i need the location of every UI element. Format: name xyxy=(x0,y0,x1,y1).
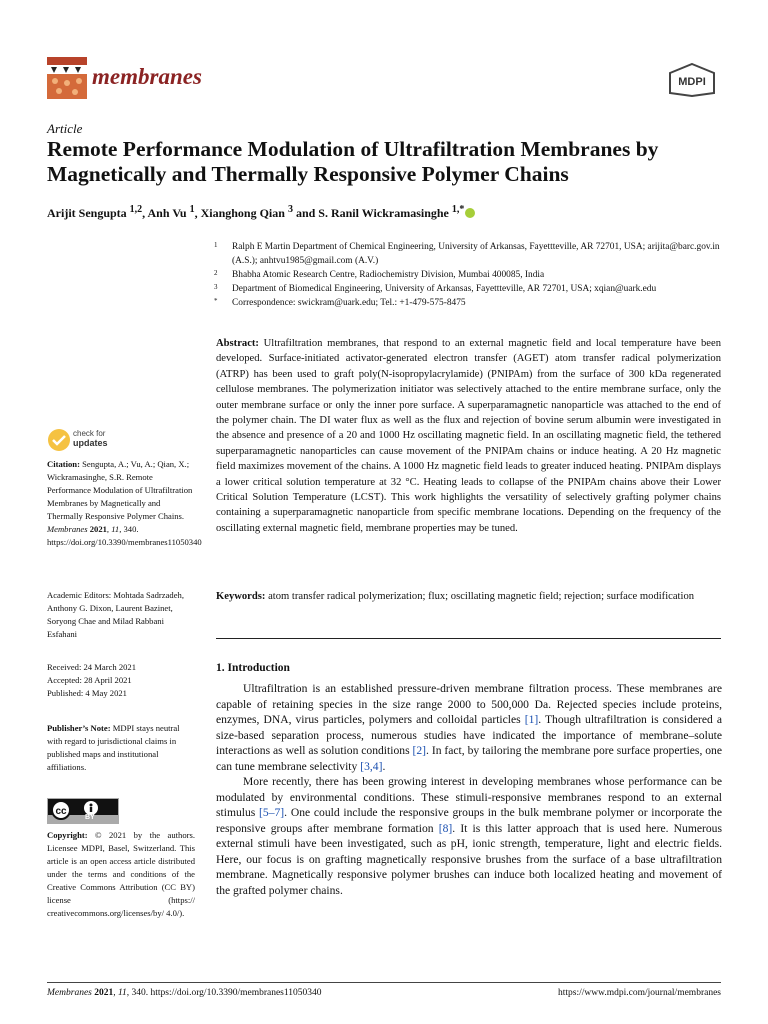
keywords: Keywords: atom transfer radical polymerization; flux; oscillating magnetic field; rejection; surface modification xyxy=(216,591,695,602)
affiliation: 1 Ralph E Martin Department of Chemical Engineering, University of Arkansas, Fayettteville, AR 72701, USA; arijita@barc.gov.in (A.S.); anhtvu1985@gmail.com (A.V.) xyxy=(214,241,720,266)
author[interactable]: Anh Vu xyxy=(147,206,187,220)
footer-divider xyxy=(47,982,721,983)
publisher-note: Publisher’s Note: MDPI stays neutral with regard to jurisdictional claims in published maps and institutional affiliations. xyxy=(47,723,180,772)
citation-link[interactable]: [3,4] xyxy=(360,759,383,773)
affiliation: 3 Department of Biomedical Engineering, University of Arkansas, Fayettteville, AR 72701, USA; xqian@uark.edu xyxy=(214,283,657,294)
paragraph: Ultrafiltration is an established pressure-driven membrane filtration process. These membranes are capable of retaining species in the size range 2000 to 500,000 Da. Rejected species include proteins, enzymes, DNA, virus particles, polymers and colloidal particles [1]. Though ultrafiltration is considered a size-based separation process, numerous studies have indicated the importance of membrane–solute interactions as well as solution conditions [2]. In fact, by tailoring the membrane pore surface properties, one can tune membrane selectivity [3,4]. xyxy=(216,682,722,773)
article-type: Article xyxy=(47,121,83,136)
academic-editors: Academic Editors: Mohtada Sadrzadeh, Anthony G. Dixon, Laurent Bazinet, Soryong Chae and Milad Rabbani Esfahani xyxy=(47,590,184,639)
citation-link[interactable]: [8] xyxy=(438,821,453,835)
dates: Received: 24 March 2021 Accepted: 28 April 2021 Published: 4 May 2021 xyxy=(47,662,137,698)
article-title: Remote Performance Modulation of Ultrafiltration Membranes by Magnetically and Thermally Responsive Polymer Chains xyxy=(47,137,659,186)
citation-link[interactable]: [1] xyxy=(524,713,539,726)
footer-citation: Membranes 2021, 11, 340. https://doi.org/10.3390/membranes11050340 xyxy=(47,988,322,998)
citation-link[interactable]: [5–7] xyxy=(259,806,285,819)
correspondence: * Correspondence: swickram@uark.edu; Tel.: +1-479-575-8475 xyxy=(214,297,466,308)
journal-logo-icon xyxy=(47,57,87,99)
cc-by-license-badge[interactable]: cc BY xyxy=(47,798,119,824)
journal-name[interactable]: membranes xyxy=(92,64,202,89)
mdpi-logo-icon[interactable] xyxy=(668,63,716,97)
check-for-updates-badge[interactable]: check for updates xyxy=(47,426,207,452)
author[interactable]: Xianghong Qian xyxy=(200,206,285,220)
svg-text:cc: cc xyxy=(55,806,67,817)
check-updates-icon xyxy=(47,428,71,452)
citation-block: Citation: Sengupta, A.; Vu, A.; Qian, X.; Wickramasinghe, S.R. Remote Performance Modulation of Ultrafiltration Membranes by Magnetically and Thermally Responsive Polymer Chains. Membranes 2021, 11, 340. https://doi.org/10.3390/membranes11050340 xyxy=(47,459,202,547)
citation-link[interactable]: [2] xyxy=(412,744,427,757)
abstract: Abstract: Ultrafiltration membranes, that respond to an external magnetic field and local temperature have been developed. Surface-initiated activator-generated electron transfer (AGET) atom transfer radical polymerization (ATRP) has been used to graft poly(N-isopropylacrylamide) (PNIPAm) from the surface of 300 kDa regenerated cellulose membranes. The polymerization initiator was selectively attached to the entire membrane surface, only the outer membrane surface or only the inner pore surface. A superparamagnetic nanoparticle was attached to the end of the polymer chain. The DI water flux as well as the flux and rejection of bovine serum albumin were investigated in the absence and presence of a 20 and 1000 Hz oscillating magnetic field. In an oscillating magnetic field, the tethered superparamagnetic nanoparticles can cause movement of the PNIPAm chains or induce heating. A 20 Hz magnetic field maximizes movement of the chains. A 1000 Hz magnetic field leads to greater induced heating. PNIPAm displays a lower critical solution temperature at 32 °C. Heating leads to collapse of the PNIPAm chains above their Lower Critical Solution Temperature (LCST). This work highlights the versatility of selectively grafting polymer chains containing a superparamagnetic nanoparticle from specific membrane locations. Depending on the frequency of the oscillating external magnetic field, membrane properties may be tuned. xyxy=(216,338,721,534)
author[interactable]: S. Ranil Wickramasinghe xyxy=(318,206,449,220)
footer-journal-url[interactable]: https://www.mdpi.com/journal/membranes xyxy=(558,988,721,998)
affiliation: 2 Bhabha Atomic Research Centre, Radiochemistry Division, Mumbai 400085, India xyxy=(214,269,545,280)
section-heading: 1. Introduction xyxy=(216,662,290,674)
copyright: Copyright: © 2021 by the authors. Licensee MDPI, Basel, Switzerland. This article is an open access article distributed under the terms and conditions of the Creative Commons Attribution (CC BY) license (https:// creativecommons.org/licenses/by/ 4.0/). xyxy=(47,830,195,918)
affiliations xyxy=(214,240,726,310)
paragraph: More recently, there has been growing interest in developing membranes whose performance can be modulated by environmental conditions. These stimuli-responsive membranes respond to an external stimulus [5–7]. One could include the responsive groups in the bulk membrane polymer or incorporate the responsive groups after membrane formation [8]. It is this latter approach that is used here. Numerous external stimuli have been investigated, such as pH, ionic strength, temperature, light and electric fields. Here, our focus is on grafting magnetically responsive brushes from the surface of a base ultrafiltration membrane. Magnetically responsive polymer brushes can induce both localized heating and movement of the grafted polymer chains. xyxy=(216,775,722,897)
introduction-body xyxy=(216,681,722,898)
svg-text:MDPI: MDPI xyxy=(678,76,706,88)
orcid-icon[interactable] xyxy=(465,208,475,218)
author-list: Arijit Sengupta $^{1,2}$, Anh Vu $^1$, Xianghong Qian $^3$ and S. Ranil Wickramasinghe $^{1,*}$ xyxy=(47,204,475,221)
divider xyxy=(216,638,721,639)
author[interactable]: Arijit Sengupta xyxy=(47,206,127,220)
